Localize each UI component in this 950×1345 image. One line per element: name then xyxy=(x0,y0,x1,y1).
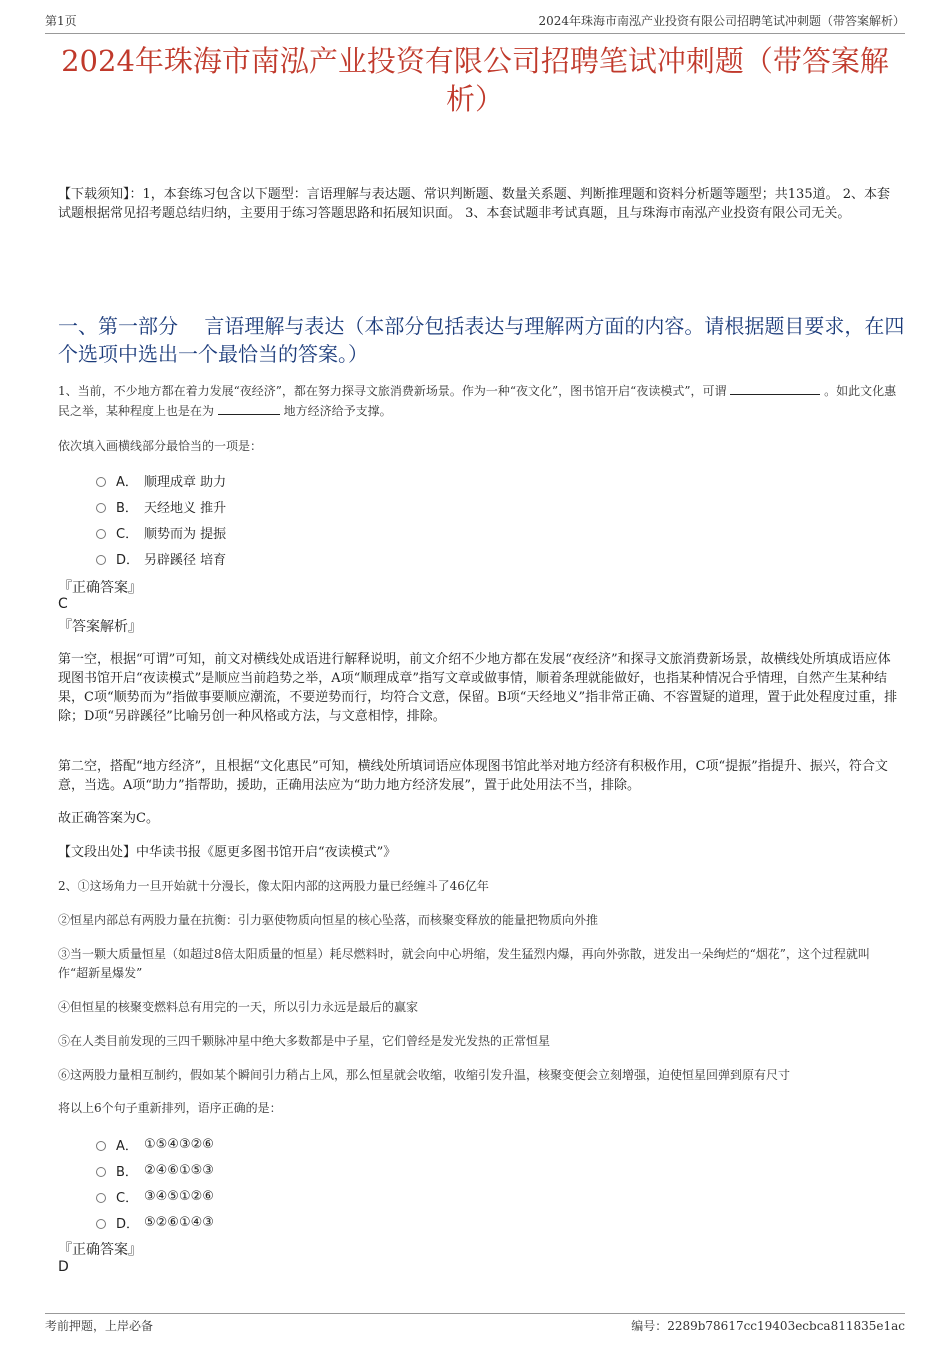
question-2-sentence-1: 2、①这场角力一旦开始就十分漫长，像太阳内部的这两股力量已经缠斗了46亿年 xyxy=(58,879,489,893)
footer-slogan: 考前押题，上岸必备 xyxy=(45,1319,154,1333)
option-letter: D． xyxy=(116,552,140,568)
question-1-stem-part-b: 。如此文化惠民之举，某种程度上也是在为 xyxy=(58,384,897,418)
option-text: 另辟蹊径 培育 xyxy=(144,552,227,568)
question-2-sentence-2: ②恒星内部总有两股力量在抗衡：引力驱使物质向恒星的核心坠落，而核聚变释放的能量把物质向外推 xyxy=(58,913,599,927)
option-letter: C． xyxy=(116,526,139,542)
question-1-options xyxy=(96,467,226,571)
option-text: ②④⑥①⑤③ xyxy=(144,1162,214,1178)
option-text: 顺势而为 提振 xyxy=(144,526,227,542)
option-letter: B． xyxy=(116,1164,138,1180)
option-text: ③④⑤①②⑥ xyxy=(144,1188,214,1204)
question-2-prompt: 将以上6个句子重新排列，语序正确的是： xyxy=(58,1101,282,1115)
option-text: 天经地义 推升 xyxy=(144,500,227,516)
fill-blank-1 xyxy=(730,382,820,395)
radio-button[interactable] xyxy=(96,1193,106,1203)
option-letter: A． xyxy=(116,1138,138,1154)
document-id: 编号：2289b78617cc19403ecbca811835e1ac xyxy=(631,1319,905,1333)
correct-answer: D xyxy=(58,1259,69,1275)
question-2-sentence-6: ⑥这两股力量相互制约，假如某个瞬间引力稍占上风，那么恒星就会收缩，收缩引发升温，核聚变便会立刻增强，迫使恒星回弹到原有尺寸 xyxy=(58,1068,791,1082)
option-d[interactable] xyxy=(96,1209,214,1235)
radio-button[interactable] xyxy=(96,503,106,513)
header-doc-title: 2024年珠海市南泓产业投资有限公司招聘笔试冲刺题（带答案解析） xyxy=(538,14,905,28)
correct-answer: C xyxy=(58,596,68,612)
page-footer xyxy=(45,1313,905,1333)
analysis-conclusion: 故正确答案为C。 xyxy=(58,811,159,826)
question-1-stem-part-c: 地方经济给予支撑。 xyxy=(283,404,392,418)
option-c[interactable] xyxy=(96,519,226,545)
question-2-sentence-3: ③当一颗大质量恒星（如超过8倍太阳质量的恒星）耗尽燃料时，就会向中心坍缩，发生猛烈内爆，再向外弥散，迸发出一朵绚烂的“烟花”，这个过程就叫作“超新星爆发” xyxy=(58,947,870,980)
analysis-paragraph-2: 第二空，搭配“地方经济”，且根据“文化惠民”可知，横线处所填词语应体现图书馆此举对地方经济有积极作用，C项“提振”指提升、振兴，符合文意，当选。A项“助力”指帮助，援助，正确用法应为“助力地方经济发展”，置于此处用法不当，排除。 xyxy=(58,759,888,793)
option-a[interactable] xyxy=(96,1131,214,1157)
option-letter: B． xyxy=(116,500,138,516)
radio-button[interactable] xyxy=(96,1167,106,1177)
option-b[interactable] xyxy=(96,493,226,519)
radio-button[interactable] xyxy=(96,529,106,539)
option-text: ⑤②⑥①④③ xyxy=(144,1214,214,1230)
radio-button[interactable] xyxy=(96,1141,106,1151)
radio-button[interactable] xyxy=(96,555,106,565)
question-1-stem xyxy=(58,381,900,421)
radio-button[interactable] xyxy=(96,477,106,487)
option-letter: A． xyxy=(116,474,138,490)
option-letter: C． xyxy=(116,1190,139,1206)
download-notice: 【下载须知】：1，本套练习包含以下题型：言语理解与表达题、常识判断题、数量关系题、判断推理题和资料分析题等题型；共135道。 2、本套试题根据常见招考题总结归纳，主要用于练习答题思路和拓展知识面。 3、本套试题非考试真题，且与珠海市南泓产业投资有限公司无关。 xyxy=(58,187,890,221)
question-2-options xyxy=(96,1131,214,1235)
question-1-prompt: 依次填入画横线部分最恰当的一项是： xyxy=(58,439,263,453)
question-2-sentence-4: ④但恒星的核聚变燃料总有用完的一天，所以引力永远是最后的赢家 xyxy=(58,1000,419,1014)
text-source: 【文段出处】中华读书报《愿更多图书馆开启“夜读模式”》 xyxy=(58,845,397,860)
question-2-sentence-5: ⑤在人类目前发现的三四千颗脉冲星中绝大多数都是中子星，它们曾经是发光发热的正常恒星 xyxy=(58,1034,551,1048)
radio-button[interactable] xyxy=(96,1219,106,1229)
analysis-label: 『答案解析』 xyxy=(58,619,142,635)
option-letter: D． xyxy=(116,1216,140,1232)
fill-blank-2 xyxy=(218,402,280,415)
document-title: 2024年珠海市南泓产业投资有限公司招聘笔试冲刺题（带答案解析） xyxy=(61,44,889,116)
correct-answer-label: 『正确答案』 xyxy=(58,580,142,596)
page-header xyxy=(45,12,905,34)
question-1-stem-part-a: 1、当前，不少地方都在着力发展“夜经济”，都在努力探寻文旅消费新场景。作为一种“夜文化”，图书馆开启“夜读模式”，可谓 xyxy=(58,384,727,398)
option-b[interactable] xyxy=(96,1157,214,1183)
page-number: 第1页 xyxy=(45,14,77,28)
section-1-title: 一、第一部分 言语理解与表达（本部分包括表达与理解两方面的内容。请根据题目要求，在四个选项中选出一个最恰当的答案。） xyxy=(58,314,905,366)
analysis-paragraph-1: 第一空，根据“可谓”可知，前文对横线处成语进行解释说明，前文介绍不少地方都在发展“夜经济”和探寻文旅消费新场景，故横线处所填成语应体现图书馆开启“夜读模式”是顺应当前趋势之举，A项“顺理成章”指写文章或做事情，顺着条理就能做好，也指某种情况合乎情理，自然产生某种结果，C项“顺势而为”指做事要顺应潮流，不要逆势而行，均符合文意，保留。B项“天经地义”指非常正确、不容置疑的道理，置于此处程度过重，排除；D项“另辟蹊径”比喻另创一种风格或方法，与文意相悖，排除。 xyxy=(58,652,898,724)
option-text: ①⑤④③②⑥ xyxy=(144,1136,214,1152)
option-d[interactable] xyxy=(96,545,226,571)
option-text: 顺理成章 助力 xyxy=(144,474,227,490)
option-c[interactable] xyxy=(96,1183,214,1209)
option-a[interactable] xyxy=(96,467,226,493)
correct-answer-label: 『正确答案』 xyxy=(58,1242,142,1258)
